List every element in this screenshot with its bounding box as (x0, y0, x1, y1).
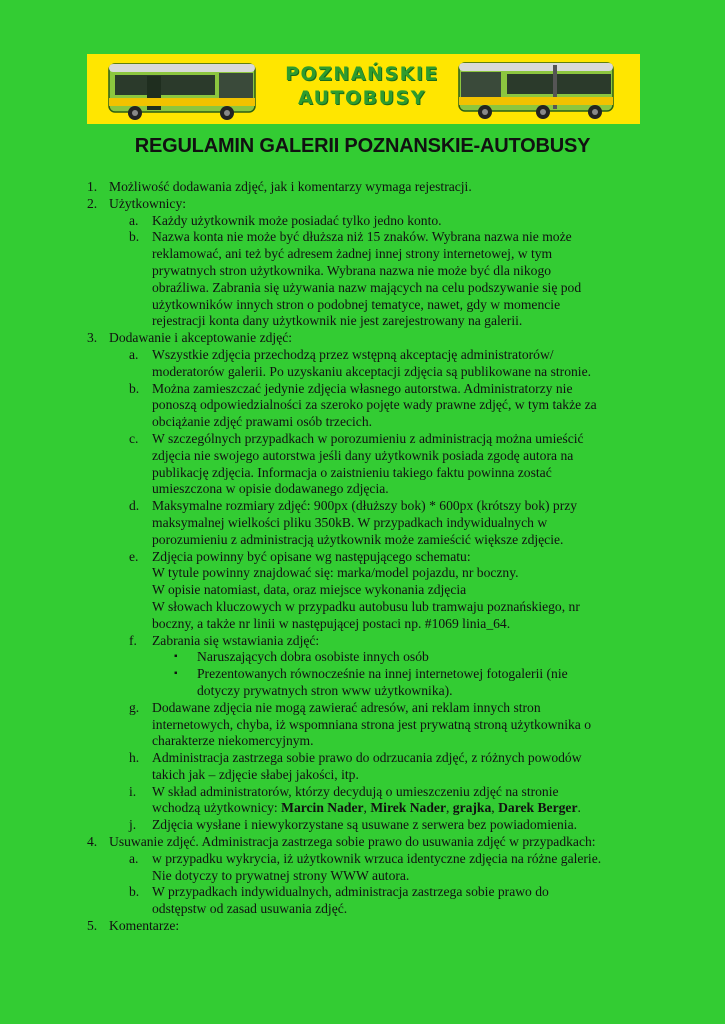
item-line: Wszystkie zdjęcia przechodzą przez wstępną akceptację administratorów/ (152, 346, 554, 362)
list-subitem (87, 633, 647, 650)
item-number: 5. (87, 918, 98, 934)
item-line: Dodawane zdjęcia nie mogą zawierać adresów, ani reklam innych stron (152, 699, 541, 715)
admin-separator: , (363, 800, 371, 816)
logo-line-2: AUTOBUSY (297, 87, 426, 109)
item-line: W słowach kluczowych w przypadku autobusu lub tramwaju poznańskiego, nr (152, 598, 580, 614)
item-letter: a. (129, 346, 139, 362)
list-item (87, 918, 647, 935)
item-line: W opisie natomiast, data, oraz miejsce wykonania zdjęcia (152, 582, 467, 598)
item-text: Naruszających dobra osobiste innych osób (197, 649, 429, 665)
list-subitem (87, 851, 647, 885)
list-item (87, 330, 647, 347)
item-line: porozumieniu z administracją użytkownik może zamieścić większe zdjęcie. (152, 531, 564, 547)
item-letter: a. (129, 850, 139, 866)
item-letter: c. (129, 430, 139, 446)
admin-name: Marcin Nader (281, 800, 364, 816)
item-line: W tytule powinny znajdować się: marka/model pojazdu, nr boczny. (152, 565, 519, 581)
item-line: zdjęcia nie swojego autorstwa jeśli dany użytkownik posiada zgodę autora na (152, 447, 574, 463)
item-line: dotyczy prywatnych stron www użytkownika). (197, 682, 453, 698)
item-line: charakterze niekomercyjnym. (152, 733, 314, 749)
rules-list (87, 179, 647, 935)
list-subitem (87, 498, 647, 548)
header-banner (87, 54, 640, 124)
list-item (87, 179, 647, 196)
bus-left-image (107, 58, 257, 122)
item-letter: g. (129, 699, 140, 715)
item-line: takich jak – zdjęcie słabej jakości, itp. (152, 766, 359, 782)
item-letter: h. (129, 750, 140, 766)
item-letter: b. (129, 884, 140, 900)
item-line: Nazwa konta nie może być dłuższa niż 15 znaków. Wybrana nazwa nie może (152, 229, 572, 245)
item-line: Administracja zastrzega sobie prawo do odrzucania zdjęć, z różnych powodów (152, 750, 582, 766)
bullet-item (87, 666, 647, 700)
item-number: 1. (87, 179, 98, 194)
list-subitem (87, 750, 647, 784)
item-number: 3. (87, 330, 98, 346)
list-subitem (87, 347, 647, 381)
list-item (87, 196, 647, 213)
item-line: W skład administratorów, którzy decydują o umieszczeniu zdjęć na stronie (152, 783, 559, 799)
item-line: użytkowników innych stron o podobnej tematyce, nawet, gdy w momencie (152, 296, 561, 312)
item-line: W przypadkach indywidualnych, administracja zastrzega sobie prawo do (152, 884, 549, 900)
item-line: boczny, a także nr linii w następującej postaci np. #1069 linia_64. (152, 615, 511, 631)
admin-name: Darek Berger (498, 800, 578, 816)
admins-prefix: wchodzą użytkownicy: (152, 800, 282, 816)
item-letter: b. (129, 229, 140, 245)
list-subitem (87, 700, 647, 750)
item-text: Komentarze: (109, 918, 180, 934)
item-line: umieszczona w opisie dodawanego zdjęcia. (152, 481, 389, 497)
item-line: Nie dotyczy to prywatnej strony WWW autora. (152, 867, 410, 883)
item-letter: d. (129, 498, 140, 514)
admins-end: . (577, 800, 581, 816)
item-line: obraźliwa. Zabrania się używania nazw mających na celu podszywanie się pod (152, 279, 582, 295)
item-letter: e. (129, 548, 139, 564)
item-line: odstępstw od zasad usuwania zdjęć. (152, 901, 348, 917)
bullet-icon: ▪ (174, 668, 178, 680)
item-letter: i. (129, 783, 137, 799)
item-letter: b. (129, 380, 140, 396)
bullet-item (87, 649, 647, 666)
item-line: Prezentowanych równocześnie na innej internetowej fotogalerii (nie (197, 666, 568, 682)
item-text: Zdjęcia wysłane i niewykorzystane są usuwane z serwera bez powiadomienia. (152, 817, 578, 833)
item-line: internetowych, chyba, iż wspomniana strona jest prywatną stroną użytkownika o (152, 716, 592, 732)
list-item (87, 834, 647, 851)
item-line: publikację zdjęcia. Informacja o zaistnieniu takiego faktu powinna zostać (152, 464, 552, 480)
item-letter: f. (129, 632, 137, 648)
item-line: obciążanie zdjęć prawami osób trzecich. (152, 414, 373, 430)
item-line: Można zamieszczać jedynie zdjęcia własnego autorstwa. Administratorzy nie (152, 380, 573, 396)
list-subitem (87, 884, 647, 918)
list-subitem (87, 431, 647, 498)
list-subitem (87, 549, 647, 633)
admin-name: Mirek Nader (370, 800, 446, 816)
item-line: reklamować, ani też być adresem żadnej innej strony internetowej, w tym (152, 246, 553, 262)
bus-right-image (457, 57, 615, 121)
item-line: prywatnych stron użytkownika. Wybrana nazwa nie może być dla nikogo (152, 262, 552, 278)
list-subitem (87, 229, 647, 330)
logo-text (272, 62, 452, 110)
item-text: Użytkownicy: (109, 195, 187, 211)
list-subitem (87, 817, 647, 834)
item-line: moderatorów galerii. Po uzyskaniu akceptacji zdjęcia są publikowane na stronie. (152, 363, 592, 379)
item-number: 4. (87, 834, 98, 850)
logo-line-1: POZNAŃSKIE (285, 63, 439, 85)
admin-name: grajka (452, 800, 492, 816)
list-subitem (87, 784, 647, 818)
item-number: 2. (87, 195, 98, 211)
list-subitem (87, 213, 647, 230)
item-line: ponoszą odpowiedzialności za szeroko pojęte wady prawne zdjęć, w tym także za (152, 397, 597, 413)
bullet-icon: ▪ (174, 651, 178, 663)
admin-separator: , (491, 800, 499, 816)
item-line: W szczególnych przypadkach w porozumieniu z administracją można umieścić (152, 430, 584, 446)
item-text: Możliwość dodawania zdjęć, jak i komentarzy wymaga rejestracji. (109, 179, 472, 194)
page-title: REGULAMIN GALERII POZNANSKIE-AUTOBUSY (134, 135, 591, 157)
item-line: Zdjęcia powinny być opisane wg następującego schematu: (152, 548, 471, 564)
item-text: Dodawanie i akceptowanie zdjęć: (109, 330, 293, 346)
item-line: maksymalnej wielkości pliku 350kB. W przypadkach indywidualnych w (152, 514, 548, 530)
admins-line (152, 800, 647, 817)
item-text: Zabrania się wstawiania zdjęć: (152, 632, 320, 648)
item-text: Usuwanie zdjęć. Administracja zastrzega sobie prawo do usuwania zdjęć w przypadkach: (109, 834, 596, 850)
list-subitem (87, 381, 647, 431)
item-line: rejestracji konta dany użytkownik nie jest zarejestrowany na galerii. (152, 313, 523, 329)
item-line: w przypadku wykrycia, iż użytkownik wrzuca identyczne zdjęcia na różne galerie. (152, 850, 602, 866)
admin-separator: , (445, 800, 453, 816)
item-letter: a. (129, 212, 139, 228)
item-letter: j. (129, 817, 137, 833)
item-text: Każdy użytkownik może posiadać tylko jedno konto. (152, 212, 442, 228)
item-line: Maksymalne rozmiary zdjęć: 900px (dłuższy bok) * 600px (krótszy bok) przy (152, 498, 578, 514)
